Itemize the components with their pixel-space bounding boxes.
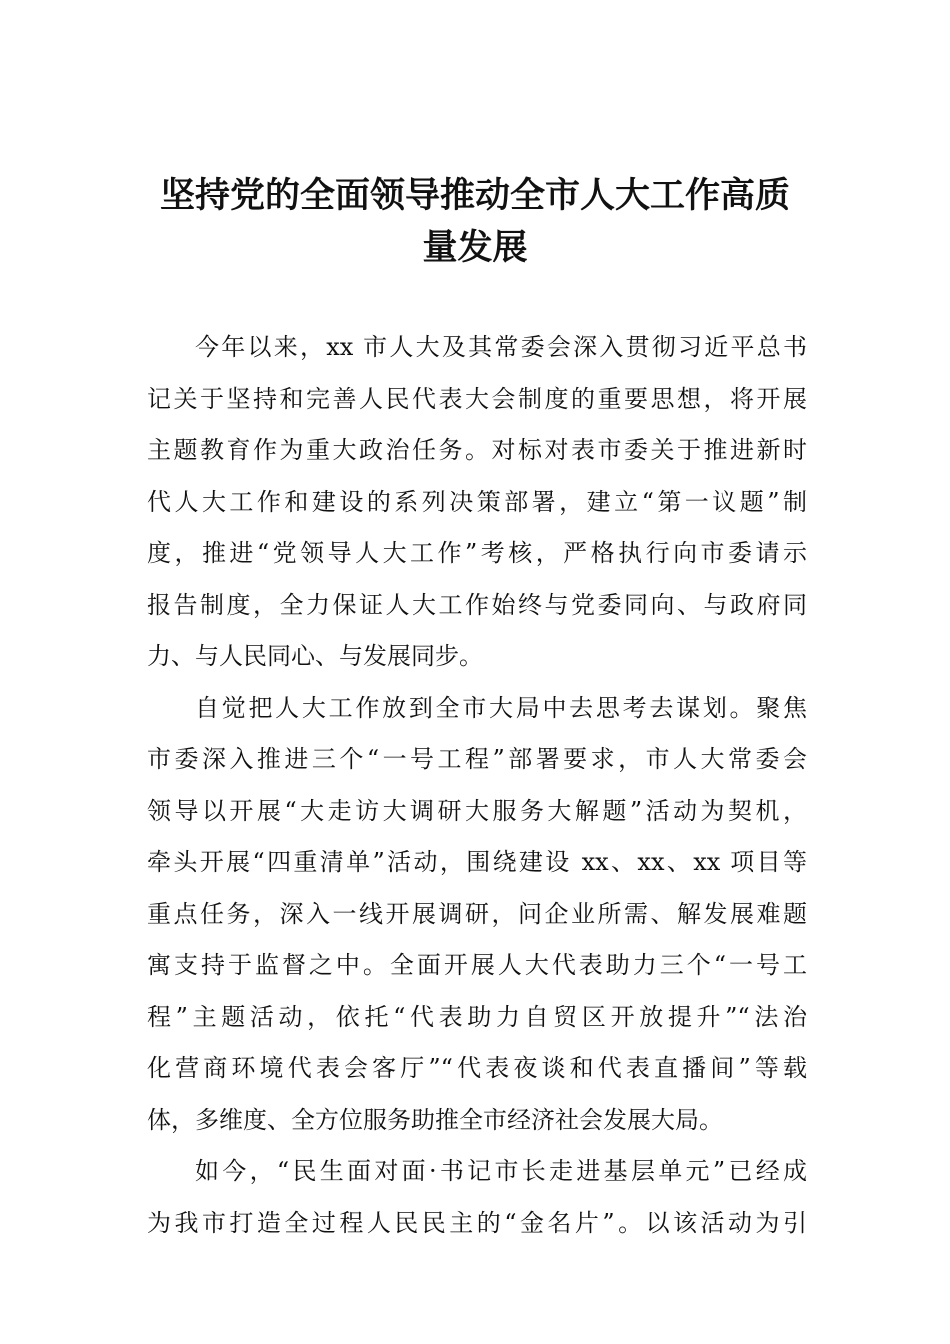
paragraph-3 xyxy=(147,1146,807,1249)
text-line: 报告制度，全力保证人大工作始终与党委同向、与政府同 xyxy=(147,590,807,619)
text-line: 领导以开展“大走访大调研大服务大解题”活动为契机， xyxy=(147,796,807,825)
text-line: 自觉把人大工作放到全市大局中去思考去谋划。聚焦 xyxy=(195,693,807,722)
document-title xyxy=(140,170,810,274)
text-line: 程”主题活动，依托“代表助力自贸区开放提升”“法治 xyxy=(147,1002,807,1031)
text-line: 力、与人民同心、与发展同步。 xyxy=(147,642,483,670)
text-line: 今年以来，xx 市人大及其常委会深入贯彻习近平总书 xyxy=(195,333,807,361)
title-line: 量发展 xyxy=(422,227,528,268)
text-line: 牵头开展“四重清单”活动，围绕建设 xx、xx、xx 项目等 xyxy=(147,848,807,876)
text-line: 度，推进“党领导人大工作”考核，严格执行向市委请示 xyxy=(147,539,807,567)
text-line: 记关于坚持和完善人民代表大会制度的重要思想，将开展 xyxy=(147,384,807,413)
document-body xyxy=(147,322,807,1249)
text-line: 如今，“民生面对面·书记市长走进基层单元”已经成 xyxy=(195,1157,807,1185)
title-line: 坚持党的全面领导推动全市人大工作高质 xyxy=(159,175,790,216)
paragraph-2 xyxy=(147,683,807,1147)
text-line: 寓支持于监督之中。全面开展人大代表助力三个“一号工 xyxy=(147,951,807,979)
text-line: 市委深入推进三个“一号工程”部署要求，市人大常委会 xyxy=(147,745,807,773)
text-line: 代人大工作和建设的系列决策部署，建立“第一议题”制 xyxy=(147,487,807,516)
text-line: 主题教育作为重大政治任务。对标对表市委关于推进新时 xyxy=(147,436,807,464)
text-line: 体，多维度、全方位服务助推全市经济社会发展大局。 xyxy=(147,1105,723,1134)
text-line: 为我市打造全过程人民民主的“金名片”。以该活动为引 xyxy=(147,1208,807,1237)
paragraph-1 xyxy=(147,322,807,683)
text-line: 化营商环境代表会客厅”“代表夜谈和代表直播间”等载 xyxy=(147,1054,807,1082)
text-line: 重点任务，深入一线开展调研，问企业所需、解发展难题 xyxy=(147,899,807,928)
